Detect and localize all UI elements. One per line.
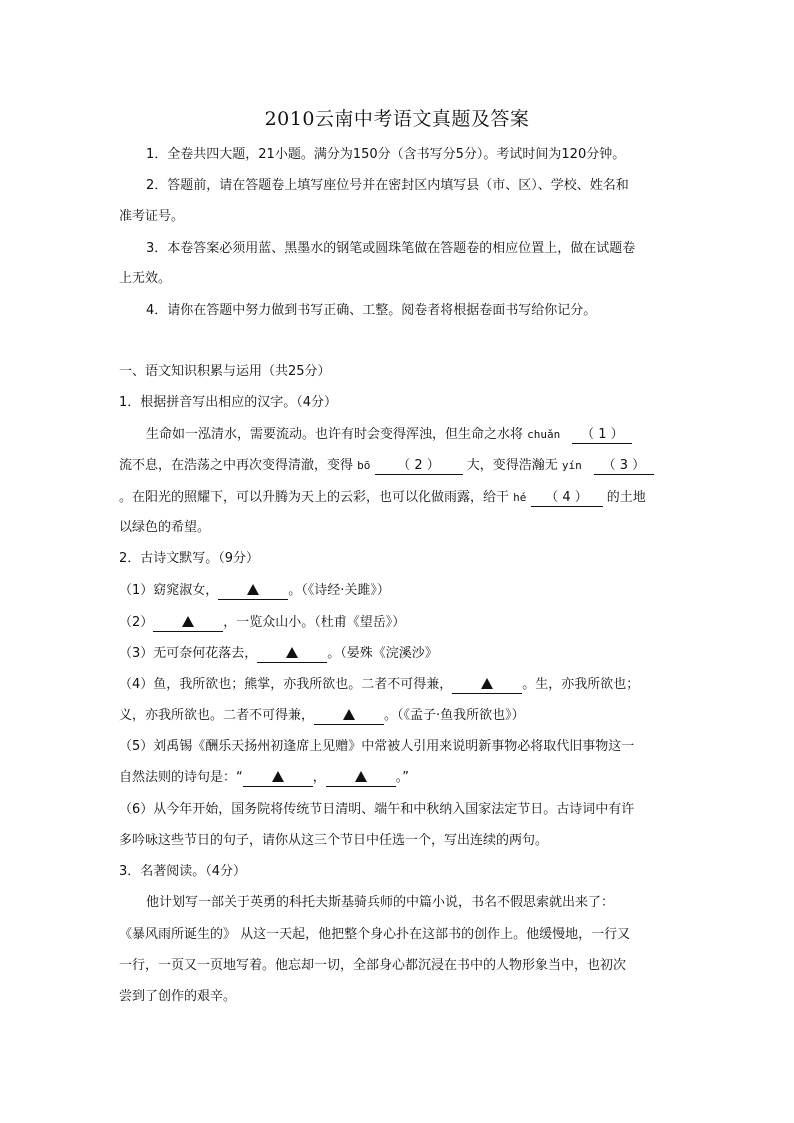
triangle-marker-icon — [343, 709, 355, 720]
instruction-2-cont: 准考证号。 — [119, 209, 185, 224]
q2-text: 自然法则的诗句是：“ — [119, 770, 243, 785]
pinyin-bo: bō — [357, 459, 371, 472]
answer-blank[interactable] — [153, 615, 223, 632]
q2-text: 。（《孟子·鱼我所欲也》） — [384, 708, 525, 723]
answer-blank[interactable] — [452, 677, 522, 694]
question-2-item-6: （6）从今年开始，国务院将传统节日清明、端午和中秋纳入国家法定节日。古诗词中有许 — [119, 802, 635, 817]
question-3-line-1: 他计划写一部关于英勇的科托夫斯基骑兵师的中篇小说，书名不假思索就出来了： — [146, 895, 615, 910]
page-title: 2010云南中考语文真题及答案 — [264, 108, 530, 130]
instruction-4: 4．请你在答题中努力做到书写正确、工整。阅卷者将根据卷面书写给你记分。 — [146, 303, 597, 318]
question-1-heading: 1．根据拼音写出相应的汉字。（4分） — [119, 395, 338, 410]
instruction-2: 2．答题前，请在答题卷上填写座位号并在密封区内填写县（市、区）、学校、姓名和 — [146, 178, 629, 193]
instruction-3: 3．本卷答案必须用蓝、黑墨水的钢笔或圆珠笔做在答题卷的相应位置上，做在试题卷 — [146, 241, 636, 256]
blank-4[interactable]: （ 4 ） — [531, 490, 603, 507]
blank-1[interactable]: （ 1 ） — [572, 427, 632, 444]
answer-blank[interactable] — [218, 583, 288, 600]
question-1-line-3 — [119, 489, 646, 507]
question-2-item-2 — [119, 614, 405, 632]
question-2-item-6-cont: 多吟咏这些节日的句子，请你从这三个节日中任选一个，写出连续的两句。 — [119, 833, 549, 848]
answer-blank[interactable] — [257, 646, 327, 663]
question-3-line-3: 一行，一页又一页地写着。他忘却一切，全部身心都沉浸在书中的人物形象当中，也初次 — [119, 958, 627, 973]
triangle-marker-icon — [355, 771, 367, 782]
q2-text: （4）鱼，我所欲也；熊掌，亦我所欲也。二者不可得兼， — [119, 677, 453, 692]
question-3-heading: 3．名著阅读。（4分） — [119, 864, 247, 879]
q2-text: ，一览众山小。（杜甫《望岳》） — [223, 615, 406, 630]
question-2-heading: 2．古诗文默写。（9分） — [119, 551, 260, 566]
answer-blank[interactable] — [314, 708, 384, 725]
q2-text: （2） — [119, 615, 154, 630]
q2-text: 。（晏殊《浣溪沙》 — [327, 646, 438, 661]
triangle-marker-icon — [272, 771, 284, 782]
question-2-item-3 — [119, 645, 438, 663]
pinyin-yin: yín — [561, 459, 582, 472]
question-2-item-4 — [119, 676, 639, 694]
q1-text: 大，变得浩瀚无 — [466, 458, 558, 473]
triangle-marker-icon — [481, 678, 493, 689]
section-heading: 一、语文知识积累与运用（共25分） — [119, 364, 331, 379]
triangle-marker-icon — [182, 616, 194, 627]
q1-text: 流不息，在浩荡之中再次变得清澈，变得 — [119, 458, 354, 473]
q2-text: 。（《诗经·关雎》） — [288, 583, 390, 598]
triangle-marker-icon — [247, 584, 259, 595]
q2-text: 。生，亦我所欲也； — [522, 677, 640, 692]
q2-text: 。” — [395, 770, 410, 785]
answer-blank[interactable] — [243, 770, 313, 787]
question-2-item-1 — [119, 582, 390, 600]
question-3-line-2: 《暴风雨所诞生的》 从这一天起，他把整个身心扑在这部书的创作上。他缓慢地，一行又 — [119, 927, 631, 942]
question-2-item-5-cont — [119, 769, 409, 787]
q2-text: ， — [312, 770, 326, 785]
q2-text: （3）无可奈何花落去， — [119, 646, 258, 661]
question-1-line-4: 以绿色的希望。 — [119, 520, 211, 535]
blank-2[interactable]: （ 2 ） — [375, 458, 463, 475]
question-1-line-1 — [146, 426, 632, 444]
instruction-3-cont: 上无效。 — [119, 271, 172, 286]
blank-3[interactable]: （ 3 ） — [594, 458, 654, 475]
q2-text: （1）窈窕淑女， — [119, 583, 219, 598]
answer-blank[interactable] — [326, 770, 396, 787]
q1-text: 的土地 — [606, 490, 646, 505]
question-2-item-4-cont — [119, 707, 525, 725]
q1-text: 生命如一泓清水，需要流动。也许有时会变得浑浊，但生命之水将 — [146, 427, 524, 442]
q2-text: 义，亦我所欲也。二者不可得兼， — [119, 708, 315, 723]
triangle-marker-icon — [286, 647, 298, 658]
question-3-line-4: 尝到了创作的艰辛。 — [119, 989, 237, 1004]
question-2-item-5: （5）刘禹锡《酬乐天扬州初逢席上见赠》中常被人引用来说明新事物必将取代旧事物这一 — [119, 739, 635, 754]
question-1-line-2 — [119, 457, 654, 475]
q1-text: 。在阳光的照耀下，可以升腾为天上的云彩，也可以化做雨露，给干 — [119, 490, 510, 505]
pinyin-chuan: chuǎn — [527, 428, 561, 441]
instruction-1: 1．全卷共四大题，21小题。满分为150分（含书写分5分）。考试时间为120分钟。 — [146, 147, 626, 162]
pinyin-he: hé — [513, 491, 527, 504]
